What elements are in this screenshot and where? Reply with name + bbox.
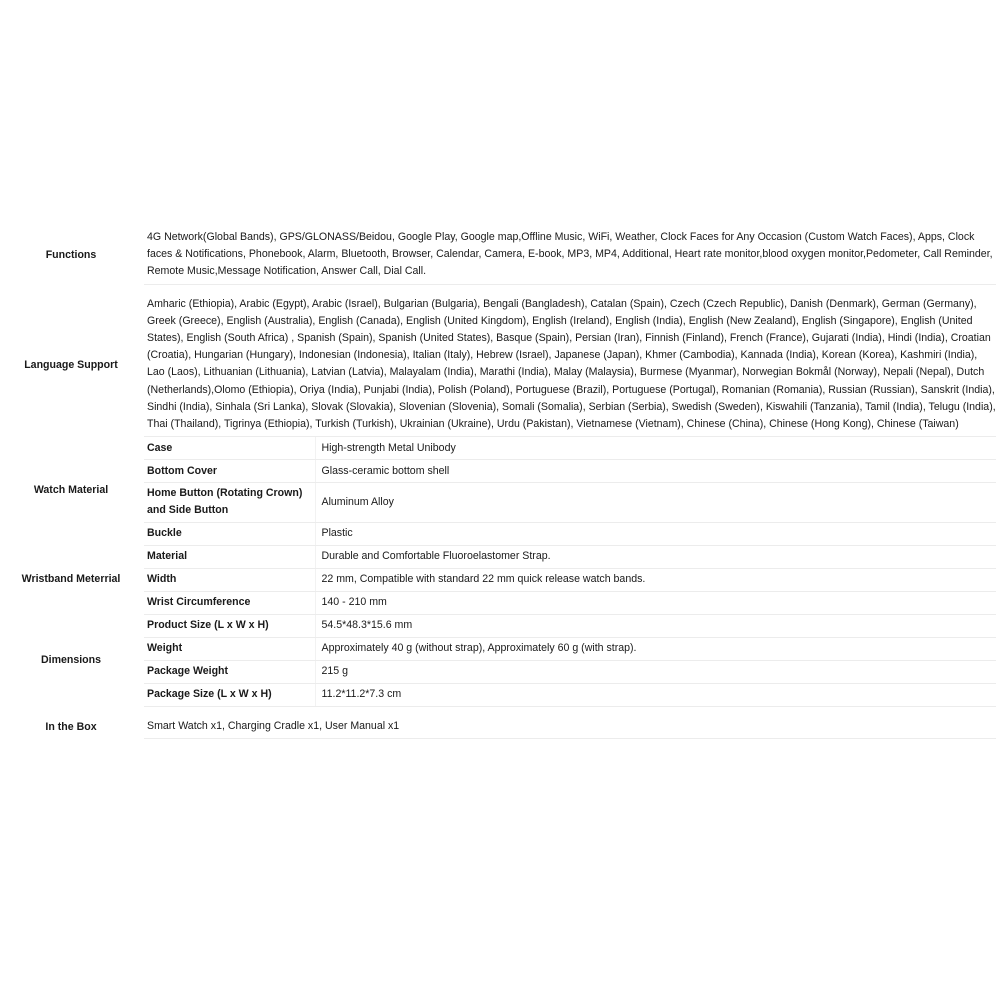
spec-value: Durable and Comfortable Fluoroelastomer Strap. [315,545,996,568]
spec-key: Package Size (L x W x H) [144,683,315,706]
spec-table [8,228,996,739]
spec-key: Width [144,568,315,591]
watch-material-label: Watch Material [33,484,109,497]
spec-row [8,614,996,637]
spec-row [8,460,996,483]
in-the-box-text: Smart Watch x1, Charging Cradle x1, User Manual x1 [144,717,996,739]
spec-row [8,545,996,568]
language-label: Language Support [24,359,118,372]
functions-row [8,228,996,284]
spec-key: Material [144,545,315,568]
spec-value: Glass-ceramic bottom shell [315,460,996,483]
spec-key: Package Weight [144,660,315,683]
dimensions-label: Dimensions [40,653,102,666]
spec-value: 215 g [315,660,996,683]
language-text: Amharic (Ethiopia), Arabic (Egypt), Arabic (Israel), Bulgarian (Bulgaria), Bengali (Bangladesh), Catalan (Spain), Czech (Czech Republic), Danish (Denmark), German (Germany), Greek (Greece), English (Australia), English (Canada), English (United Kingdom), English (Ireland), English (India), English (New Zealand), English (Singapore), English (United States), English (South Africa) , Spanish (Spain), Spanish (United States), Basque (Spain), Persian (Iran), Finnish (Finland), French (France), Gujarati (India), Hindi (India), Croatian (Croatia), Hungarian (Hungary), Indonesian (Indonesia), Italian (Italy), Hebrew (Israel), Japanese (Japan), Khmer (Cambodia), Kannada (India), Korean (Korea), Kashmiri (India), Lao (Laos), Lithuanian (Lithuania), Latvian (Latvia), Malayalam (India), Marathi (India), Malay (Malaysia), Burmese (Myanmar), Norwegian Bokmål (Norway), Nepali (Nepal), Dutch (Netherlands),Olomo (Ethiopia), Oriya (India), Punjabi (India), Polish (Poland), Portuguese (Brazil), Portuguese (Portugal), Romanian (Romania), Russian (Russian), Sanskrit (India), Sindhi (India), Sinhala (Sri Lanka), Slovak (Slovakia), Slovenian (Slovenia), Somali (Somalia), Serbian (Serbia), Swedish (Sweden), Kiswahili (Tanzania), Tamil (India), Telugu (India), Thai (Thailand), Tigrinya (Ethiopia), Turkish (Turkish), Ukrainian (Ukraine), Urdu (Pakistan), Vietnamese (Vietnam), Chinese (China), Chinese (Hong Kong), Chinese (Taiwan) [144,295,996,437]
spec-row [8,637,996,660]
spec-row [8,683,996,706]
spec-value: High-strength Metal Unibody [315,437,996,460]
spec-value: Approximately 40 g (without strap), Approximately 60 g (with strap). [315,637,996,660]
spec-row [8,483,996,522]
spec-value: Plastic [315,522,996,545]
spec-row [8,437,996,460]
wristband-label: Wristband Meterrial [21,573,121,586]
spec-value: 54.5*48.3*15.6 mm [315,614,996,637]
spec-row [8,568,996,591]
spec-key: Bottom Cover [144,460,315,483]
spec-key: Case [144,437,315,460]
spec-row [8,591,996,614]
spec-key: Weight [144,637,315,660]
spec-value: 11.2*11.2*7.3 cm [315,683,996,706]
spec-key: Product Size (L x W x H) [144,614,315,637]
spec-key: Home Button (Rotating Crown) and Side Button [144,483,315,522]
spec-value: 140 - 210 mm [315,591,996,614]
spec-value: 22 mm, Compatible with standard 22 mm quick release watch bands. [315,568,996,591]
spec-row [8,522,996,545]
spec-value: Aluminum Alloy [315,483,996,522]
spec-row [8,660,996,683]
in-the-box-label: In the Box [45,720,97,733]
in-the-box-row [8,717,996,739]
functions-text: 4G Network(Global Bands), GPS/GLONASS/Beidou, Google Play, Google map,Offline Music, WiFi, Weather, Clock Faces for Any Occasion (Custom Watch Faces), Apps, Clock faces & Notifications, Phonebook, Alarm, Bluetooth, Browser, Calendar, Camera, E-book, MP3, MP4, Additional, Heart rate monitor,blood oxygen monitor,Pedometer, Call Reminder, Remote Music,Message Notification, Answer Call, Dial Call. [144,228,996,284]
language-row [8,295,996,437]
spec-key: Wrist Circumference [144,591,315,614]
functions-label: Functions [45,249,97,262]
spec-key: Buckle [144,522,315,545]
